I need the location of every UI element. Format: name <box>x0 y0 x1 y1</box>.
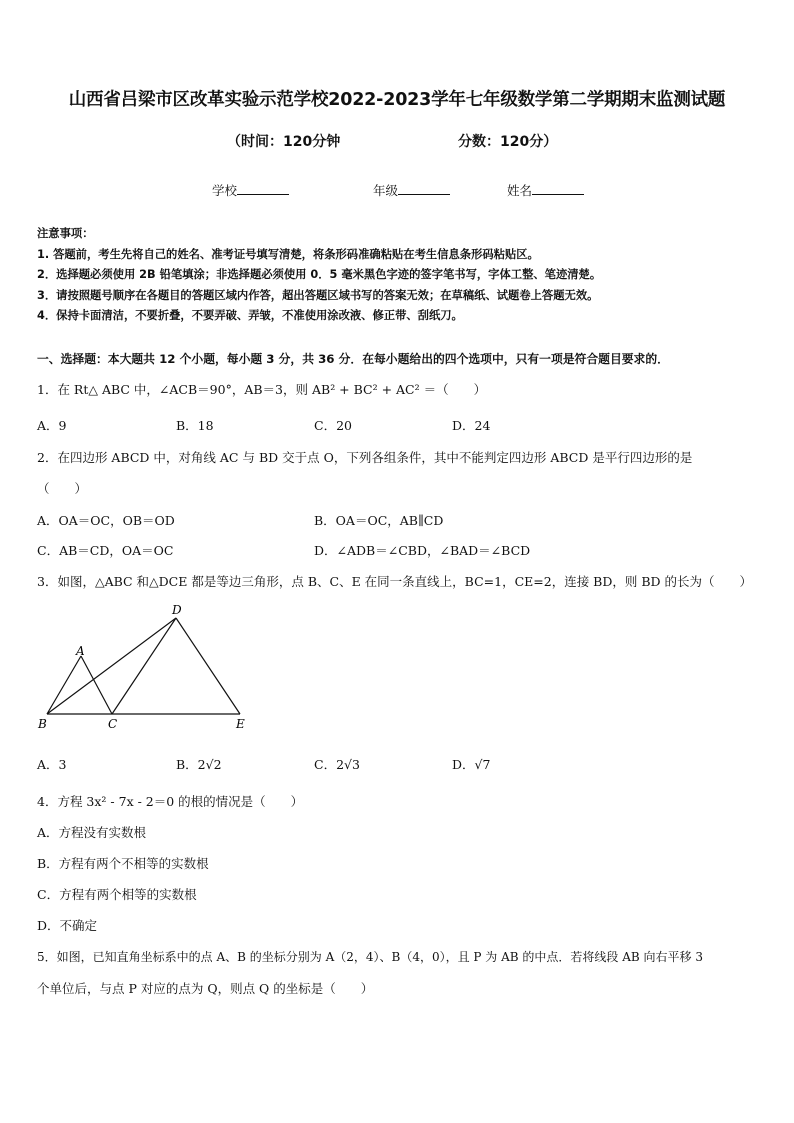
label-a: A <box>76 644 85 658</box>
q4-option-c[interactable]: C．方程有两个相等的实数根 <box>37 887 197 902</box>
label-e: E <box>236 717 245 731</box>
segment-de <box>176 618 240 714</box>
q1-option-c[interactable]: C．20 <box>314 418 352 433</box>
school-field <box>212 181 289 199</box>
notice-item-2: 2．选择题必须使用 2B 铅笔填涂；非选择题必须使用 0．5 毫米黑色字迹的签字笔书写，字体工整、笔迹清楚。 <box>37 268 602 281</box>
notice-item-1: 1. 答题前，考生先将自己的姓名、准考证号填写清楚，将条形码准确粘贴在考生信息条形码粘贴区。 <box>37 248 539 261</box>
q3-option-b[interactable]: B．2√2 <box>176 757 222 772</box>
question-5-stem-line2: 个单位后，与点 P 对应的点为 Q，则点 Q 的坐标是（ ） <box>37 981 374 996</box>
question-2-stem-line1: 2．在四边形 ABCD 中，对角线 AC 与 BD 交于点 O，下列各组条件，其中不能判定四边形 ABCD 是平行四边形的是 <box>37 450 693 465</box>
section-heading: 一、选择题：本大题共 12 个小题，每小题 3 分，共 36 分．在每小题给出的四个选项中，只有一项是符合题目要求的． <box>37 352 669 366</box>
q1-option-b[interactable]: B．18 <box>176 418 214 433</box>
name-label: 姓名 <box>507 183 533 198</box>
question-5-stem-line1: 5．如图，已知直角坐标系中的点 A、B 的坐标分别为 A（2，4）、B（4，0），且 P 为 AB 的中点．若将线段 AB 向右平移 3 <box>37 950 703 964</box>
grade-blank[interactable] <box>398 181 450 195</box>
name-field <box>507 181 584 199</box>
grade-label: 年级 <box>373 183 399 198</box>
exam-time: （时间：120分钟 <box>227 134 341 150</box>
q3-option-a[interactable]: A．3 <box>37 757 67 772</box>
question-2-stem-line2: （ ） <box>37 481 88 496</box>
q2-option-d[interactable]: D．∠ADB＝∠CBD，∠BAD＝∠BCD <box>314 543 531 558</box>
grade-field <box>373 181 450 199</box>
segment-cd <box>112 618 176 714</box>
notice-heading: 注意事项： <box>37 227 94 240</box>
segment-ba <box>47 656 81 714</box>
q2-option-b[interactable]: B．OA＝OC，AB∥CD <box>314 513 444 528</box>
notice-item-4: 4．保持卡面清洁，不要折叠，不要弄破、弄皱，不准使用涂改液、修正带、刮纸刀。 <box>37 309 463 322</box>
q1-option-d[interactable]: D．24 <box>452 418 491 433</box>
question-4-stem: 4．方程 3x² - 7x - 2＝0 的根的情况是（ ） <box>37 794 304 809</box>
segment-bd <box>47 618 176 714</box>
q2-option-c[interactable]: C．AB＝CD，OA＝OC <box>37 543 174 558</box>
exam-score: 分数：120分） <box>458 134 558 150</box>
q2-option-a[interactable]: A．OA＝OC，OB＝OD <box>37 513 175 528</box>
school-blank[interactable] <box>237 181 289 195</box>
school-label: 学校 <box>212 183 238 198</box>
label-c: C <box>108 717 118 731</box>
label-b: B <box>38 717 47 731</box>
question-1-stem: 1．在 Rt△ ABC 中，∠ACB＝90°，AB＝3，则 AB² + BC² + AC² ＝（ ） <box>37 382 487 397</box>
q4-option-d[interactable]: D．不确定 <box>37 918 98 933</box>
q4-option-b[interactable]: B．方程有两个不相等的实数根 <box>37 856 209 871</box>
q1-option-a[interactable]: A．9 <box>37 418 67 433</box>
label-d: D <box>172 603 182 617</box>
q3-option-c[interactable]: C．2√3 <box>314 757 360 772</box>
q4-option-a[interactable]: A．方程没有实数根 <box>37 825 147 840</box>
name-blank[interactable] <box>532 181 584 195</box>
notice-item-3: 3．请按照题号顺序在各题目的答题区域内作答，超出答题区域书写的答案无效；在草稿纸、试题卷上答题无效。 <box>37 289 599 302</box>
triangle-figure <box>30 598 260 738</box>
question-3-stem: 3．如图，△ABC 和△DCE 都是等边三角形，点 B、C、E 在同一条直线上，BC=1，CE=2，连接 BD，则 BD 的长为（ ） <box>37 574 753 589</box>
exam-title: 山西省吕梁市区改革实验示范学校2022-2023学年七年级数学第二学期期末监测试题 <box>68 90 726 110</box>
q3-option-d[interactable]: D．√7 <box>452 757 491 772</box>
